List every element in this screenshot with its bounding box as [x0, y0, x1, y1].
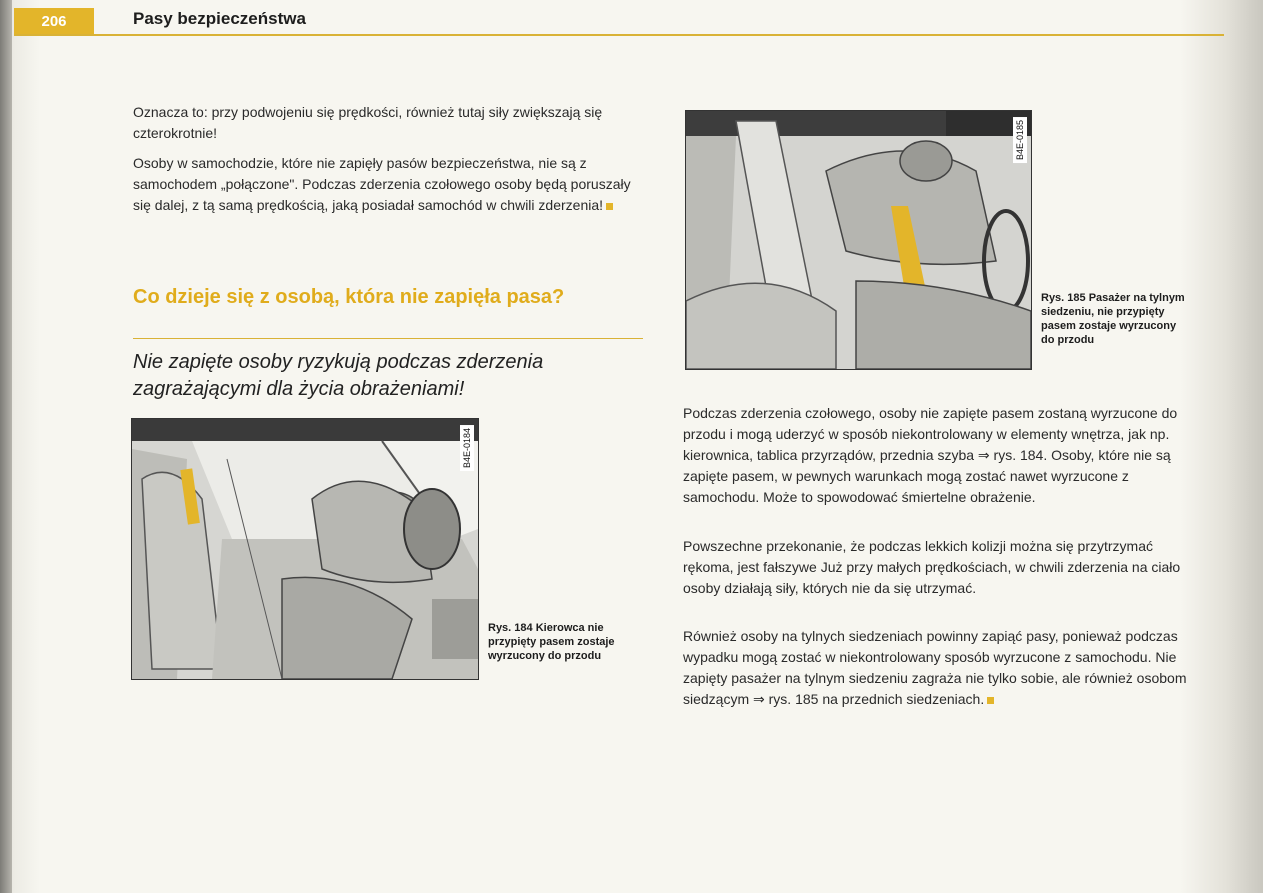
caption-text: Pasażer na tylnym siedzeniu, nie przypięty pasem zostaje wyrzucony do przodu	[1041, 292, 1185, 346]
driver-crash-illustration	[132, 419, 478, 679]
intro-paragraph-1: Oznacza to: przy podwojeniu się prędkości, również tutaj siły zwiększają się czterokrotnie!	[133, 104, 603, 141]
intro-paragraph-2: Osoby w samochodzie, które nie zapięły pasów bezpieczeństwa, nie są z samochodem „połączone". Podczas zderzenia czołowego osoby będą poruszały się dalej, z tą samą prędkością, jaką posiadał samochód w chwili zderzenia!	[133, 155, 631, 213]
figure-185-illustration	[685, 110, 1032, 370]
figure-184-caption	[488, 621, 643, 663]
figure-code: B4E-0184	[460, 425, 474, 471]
body-paragraph-1: Podczas zderzenia czołowego, osoby nie zapięte pasem zostaną wyrzucone do przodu i mogą uderzyć w sposób niekontrolowany w elementy wnętrza, jak np. kierownica, tablica przyrządów, przednia szyba ⇒ rys. 184. Osoby, które nie są zapięte pasem, w pewnych warunkach mogą zostać nawet wyrzucone z samochodu. Może to spowodować śmiertelne obrażenie.	[683, 405, 1178, 505]
end-marker-icon	[606, 203, 613, 210]
figure-185-caption	[1041, 291, 1191, 347]
caption-label: Rys. 185	[1041, 292, 1086, 304]
caption-text: Kierowca nie przypięty pasem zostaje wyrzucony do przodu	[488, 622, 615, 662]
figure-184-illustration	[131, 418, 479, 680]
caption-label: Rys. 184	[488, 622, 533, 634]
page-number: 206	[14, 8, 94, 34]
body-paragraph-3: Również osoby na tylnych siedzeniach powinny zapiąć pasy, ponieważ podczas wypadku mogą zostać w niekontrolowany sposób wyrzucone z samochodu. Nie zapięty pasażer na tylnym siedzeniu zagraża nie tylko sobie, ale również osobom siedzącym ⇒ rys. 185 na przednich siedzeniach.	[683, 628, 1187, 707]
header-divider	[14, 34, 1224, 36]
section-subheading: Nie zapięte osoby ryzykują podczas zderzenia zagrażającymi dla życia obrażeniami!	[133, 351, 544, 400]
heading-divider	[133, 338, 643, 339]
body-paragraph-2: Powszechne przekonanie, że podczas lekkich kolizji można się przytrzymać rękoma, jest fałszywe Już przy małych prędkościach, w chwili zderzenia na ciało osoby działają siły, których nie da się utrzymać.	[683, 538, 1181, 596]
chapter-title: Pasy bezpieczeństwa	[133, 9, 306, 28]
figure-code: B4E-0185	[1013, 117, 1027, 163]
book-binding	[0, 0, 12, 893]
section-heading: Co dzieje się z osobą, która nie zapięła pasa?	[133, 286, 565, 308]
rear-passenger-crash-illustration	[686, 111, 1031, 369]
end-marker-icon	[987, 697, 994, 704]
